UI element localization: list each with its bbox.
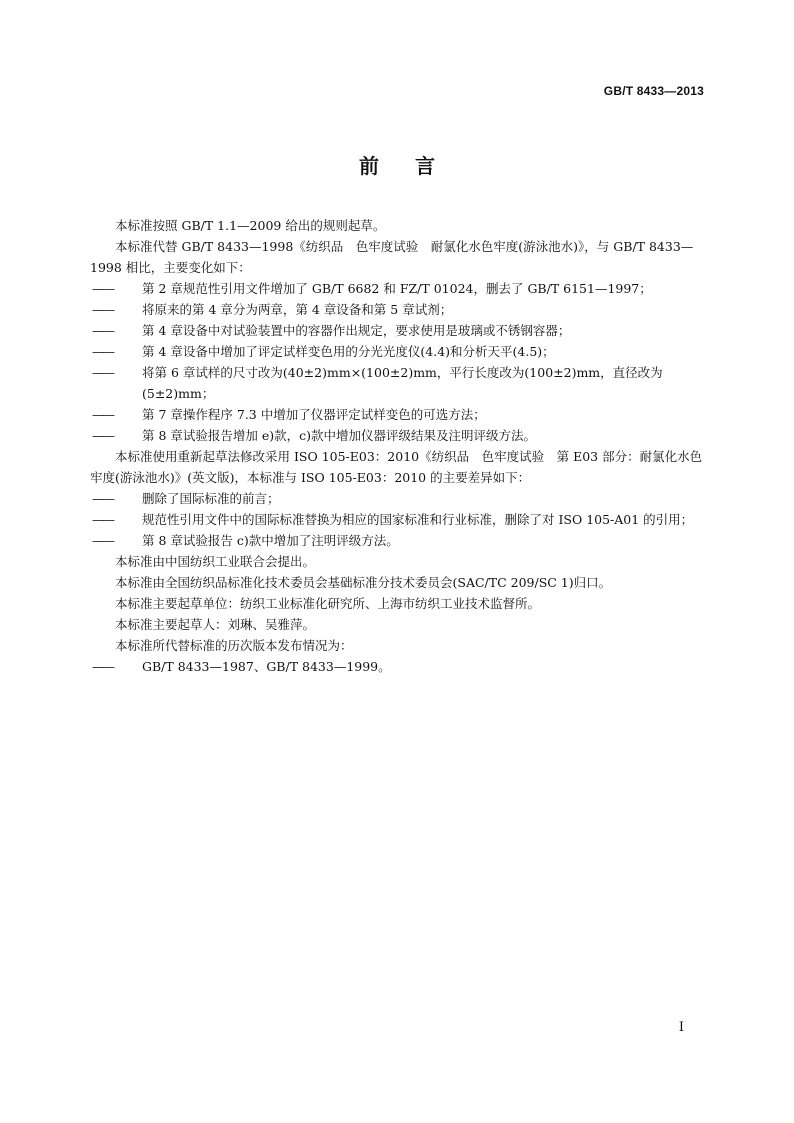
change-list-item (90, 278, 704, 299)
title-char: 言 (415, 154, 435, 178)
paragraph: 本标准由中国纺织工业联合会提出。 (115, 554, 316, 569)
title-char: 前 (359, 154, 379, 178)
dash-marker: —— (92, 659, 113, 674)
dash-marker: —— (92, 365, 113, 380)
list-item-text: 第 4 章设备中对试验装置中的容器作出规定，要求使用是玻璃或不锈钢容器； (142, 323, 571, 338)
list-item-text: 将第 6 章试样的尺寸改为(40±2)mm×(100±2)mm，平行长度改为(100±2)mm，直径改为(5±2)mm； (142, 365, 663, 401)
list-item-text: 第 4 章设备中增加了评定试样变色用的分光光度仪(4.4)和分析天平(4.5)； (142, 344, 555, 359)
list-item-text: 规范性引用文件中的国际标准替换为相应的国家标准和行业标准，删除了对 ISO 105-A01 的引用； (142, 512, 694, 527)
page-title (0, 150, 794, 179)
paragraph: 本标准主要起草单位：纺织工业标准化研究所、上海市纺织工业技术监督所。 (115, 596, 541, 611)
difference-list-item (90, 509, 704, 530)
dash-marker: —— (92, 428, 113, 443)
dash-marker: —— (92, 407, 113, 422)
list-item-text: GB/T 8433—1987、GB/T 8433—1999。 (142, 659, 391, 674)
list-item-text: 将原来的第 4 章分为两章，第 4 章设备和第 5 章试剂； (142, 302, 453, 317)
paragraph: 本标准所代替标准的历次版本发布情况为： (115, 638, 353, 653)
change-list-item (90, 362, 704, 404)
list-item-text: 删除了国际标准的前言； (142, 491, 280, 506)
change-list-item (90, 320, 704, 341)
foreword-body (90, 215, 704, 677)
dash-marker: —— (92, 533, 113, 548)
dash-marker: —— (92, 512, 113, 527)
change-list-item (90, 404, 704, 425)
page-number: I (678, 1020, 684, 1035)
difference-list-item (90, 530, 704, 551)
list-item-text: 第 8 章试验报告 c)款中增加了注明评级方法。 (142, 533, 399, 548)
paragraph: 本标准按照 GB/T 1.1—2009 给出的规则起草。 (115, 218, 386, 233)
paragraph: 本标准主要起草人：刘琳、吴雅萍。 (115, 617, 316, 632)
dash-marker: —— (92, 491, 113, 506)
difference-list-item (90, 488, 704, 509)
change-list-item (90, 341, 704, 362)
paragraph: 本标准由全国纺织品标准化技术委员会基础标准分技术委员会(SAC/TC 209/SC 1)归口。 (115, 575, 612, 590)
standard-number: GB/T 8433—2013 (603, 84, 704, 98)
list-item-text: 第 2 章规范性引用文件增加了 GB/T 6682 和 FZ/T 01024，删去了 GB/T 6151—1997； (142, 281, 652, 296)
dash-marker: —— (92, 302, 113, 317)
change-list-item (90, 425, 704, 446)
list-item-text: 第 8 章试验报告增加 e)款，c)款中增加仪器评级结果及注明评级方法。 (142, 428, 537, 443)
list-item-text: 第 7 章操作程序 7.3 中增加了仪器评定试样变色的可选方法； (142, 407, 486, 422)
dash-marker: —— (92, 281, 113, 296)
paragraph: 本标准代替 GB/T 8433—1998《纺织品 色牢度试验 耐氯化水色牢度(游泳池水)》，与 GB/T 8433—1998 相比，主要变化如下： (90, 239, 694, 275)
dash-marker: —— (92, 323, 113, 338)
dash-marker: —— (92, 344, 113, 359)
paragraph: 本标准使用重新起草法修改采用 ISO 105-E03：2010《纺织品 色牢度试验 第 E03 部分：耐氯化水色牢度(游泳池水)》(英文版)，本标准与 ISO 105-E03：2010 的主要差异如下： (90, 449, 703, 485)
change-list-item (90, 299, 704, 320)
history-list-item (90, 656, 704, 677)
